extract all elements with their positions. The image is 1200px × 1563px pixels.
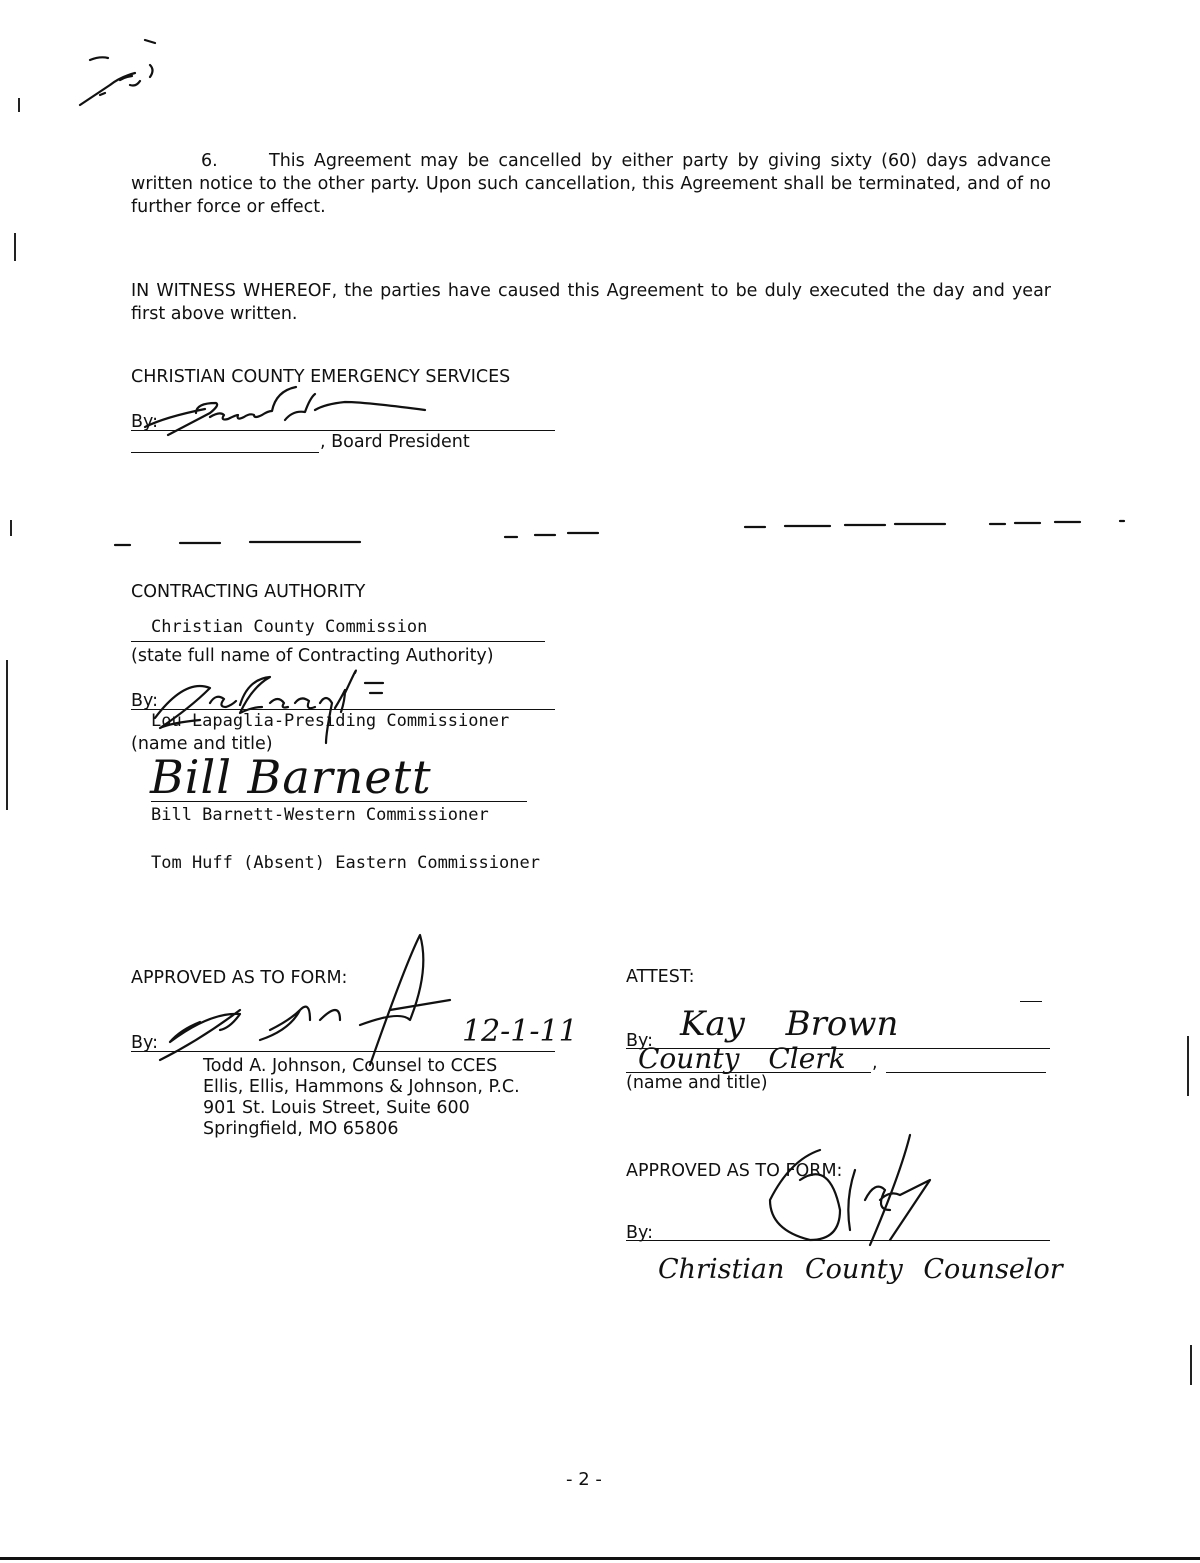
attest-margin-mark (1020, 1001, 1042, 1002)
barnett-handwritten-signature: Bill Barnett (150, 750, 432, 804)
contracting-heading: CONTRACTING AUTHORITY (131, 582, 366, 602)
eastern-commissioner-name: Tom Huff (Absent) Eastern Commissioner (151, 853, 540, 873)
cces-title: , Board President (320, 432, 470, 452)
clerk-handwritten-title: County Clerk (638, 1042, 846, 1075)
contracting-by-label: By: (131, 691, 158, 711)
attest-title-line (886, 1072, 1046, 1073)
paragraph-text: This Agreement may be cancelled by either party by giving sixty (60) days advance written notice to the other party. Upon such cancellation, this Agreement shall be terminated, and of no further force or effect. (131, 151, 1051, 217)
western-commissioner-name: Bill Barnett-Western Commissioner (151, 805, 489, 825)
counselor-handwritten-title: Christian County Counselor (658, 1254, 1063, 1285)
contracting-name-line (131, 641, 545, 642)
scan-margin-mark (10, 520, 12, 536)
scan-margin-mark (14, 233, 16, 261)
approved-right-signature-line (626, 1240, 1050, 1241)
scan-margin-mark (1190, 1345, 1192, 1385)
county-counselor-signature (760, 1130, 960, 1270)
scan-margin-mark (18, 98, 20, 112)
attest-by-label: By: (626, 1031, 653, 1051)
approved-form-heading-right: APPROVED AS TO FORM: (626, 1161, 843, 1181)
approved-left-by-label: By: (131, 1033, 158, 1053)
approved-form-heading-left: APPROVED AS TO FORM: (131, 968, 348, 988)
counsel-name: Todd A. Johnson, Counsel to CCES (203, 1056, 498, 1076)
cces-name-line (131, 452, 319, 453)
scan-margin-mark (6, 660, 8, 810)
cces-heading: CHRISTIAN COUNTY EMERGENCY SERVICES (131, 367, 511, 387)
counsel-handwritten-date: 12-1-11 (462, 1014, 578, 1049)
approved-right-by-label: By: (626, 1223, 653, 1243)
page-bottom-border (0, 1557, 1200, 1560)
contracting-name-caption: (state full name of Contracting Authority) (131, 646, 494, 666)
attest-caption: (name and title) (626, 1073, 768, 1093)
attest-heading: ATTEST: (626, 967, 695, 987)
scan-margin-mark (1187, 1036, 1189, 1096)
page-number: - 2 - (566, 1469, 602, 1490)
contracting-authority-name: Christian County Commission (151, 617, 428, 637)
barnett-signature-line (151, 801, 527, 802)
agreement-paragraph-6 (131, 150, 1051, 219)
witness-clause: IN WITNESS WHEREOF, the parties have caused this Agreement to be duly executed the day and year first above written. (131, 281, 1051, 324)
scan-speck-mark (70, 35, 170, 125)
signer-caption: (name and title) (131, 734, 273, 754)
counsel-firm: Ellis, Ellis, Hammons & Johnson, P.C. (203, 1077, 520, 1097)
scan-dashed-line (110, 515, 1140, 550)
paragraph-number: 6. (201, 151, 218, 171)
attest-comma: , (872, 1053, 878, 1073)
presiding-commissioner-name: Lou Lapaglia-Presiding Commissioner (151, 711, 510, 731)
counsel-address-line-1: 901 St. Louis Street, Suite 600 (203, 1098, 470, 1118)
counsel-address-line-2: Springfield, MO 65806 (203, 1119, 399, 1139)
cces-by-label: By: (131, 412, 158, 432)
clerk-handwritten-name: Kay Brown (680, 1004, 899, 1044)
counsel-signature (150, 930, 450, 1070)
